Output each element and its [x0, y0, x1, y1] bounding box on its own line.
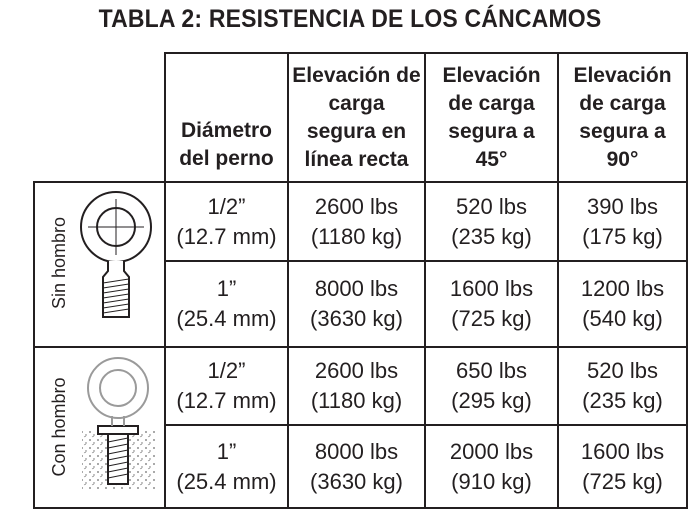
deg90-lbs: 390 lbs [587, 193, 658, 219]
deg90-kg: (725 kg) [582, 468, 663, 494]
table-cell-45 [426, 426, 557, 507]
table-right-border [686, 52, 688, 509]
inline-lbs: 8000 lbs [314, 438, 399, 464]
inline-kg: (1180 kg) [310, 223, 403, 249]
table-cell-diameter [166, 426, 287, 507]
header-90 [559, 54, 686, 181]
diameter-mm: (25.4 mm) [176, 468, 277, 494]
deg90-kg: (235 kg) [582, 388, 663, 413]
table-bottom-border [33, 507, 688, 509]
header-diameter-label: Diámetro del perno [179, 119, 274, 170]
header-inline [289, 54, 424, 181]
deg45-kg: (725 kg) [451, 306, 532, 331]
diameter-mm: (25.4 mm) [176, 306, 277, 331]
deg45-kg: (910 kg) [451, 468, 532, 494]
inline-lbs: 2600 lbs [314, 358, 399, 383]
inline-lbs: 2600 lbs [314, 193, 399, 219]
header-45-label: Elevación de carga segura a 45° [442, 63, 541, 171]
diameter-mm: (12.7 mm) [176, 223, 277, 249]
table-cell-90 [559, 426, 686, 507]
deg90-kg: (540 kg) [582, 306, 663, 331]
table-cell-diameter [166, 348, 287, 424]
diameter-in: 1/2” [207, 193, 246, 219]
header-45 [426, 54, 557, 181]
table-left-border [33, 181, 35, 509]
table-cell-90 [559, 348, 686, 424]
table-cell-45 [426, 348, 557, 424]
diameter-mm: (12.7 mm) [176, 388, 277, 413]
deg90-lbs: 520 lbs [587, 358, 658, 383]
table-title: TABLA 2: RESISTENCIA DE LOS CÁNCAMOS [98, 5, 602, 33]
deg45-lbs: 650 lbs [456, 358, 527, 383]
table-cell-inline [289, 183, 424, 260]
diameter-in: 1” [216, 438, 237, 464]
table-cell-90 [559, 183, 686, 260]
inline-kg: (3630 kg) [310, 306, 403, 331]
header-diameter [166, 54, 287, 181]
deg45-kg: (295 kg) [451, 388, 532, 413]
inline-lbs: 8000 lbs [314, 276, 399, 301]
diameter-in: 1” [216, 276, 237, 301]
header-inline-label: Elevación de carga segura en línea recta [292, 63, 421, 171]
table-cell-inline [289, 426, 424, 507]
deg45-kg: (235 kg) [451, 223, 532, 249]
deg90-lbs: 1600 lbs [580, 438, 665, 464]
header-90-label: Elevación de carga segura a 90° [573, 63, 672, 171]
table-cell-90 [559, 262, 686, 346]
deg45-lbs: 520 lbs [456, 193, 527, 219]
deg90-kg: (175 kg) [582, 223, 663, 249]
table-cell-diameter [166, 262, 287, 346]
deg90-lbs: 1200 lbs [580, 276, 665, 301]
inline-kg: (1180 kg) [310, 388, 403, 413]
table-cell-inline [289, 262, 424, 346]
table-cell-diameter [166, 183, 287, 260]
group-label-with-shoulder: Con hombro [49, 377, 69, 477]
deg45-lbs: 1600 lbs [449, 276, 534, 301]
eyebolt-without-shoulder-icon [76, 187, 156, 327]
deg45-lbs: 2000 lbs [449, 438, 534, 464]
eyebolt-with-shoulder-icon [80, 350, 160, 500]
table-cell-45 [426, 262, 557, 346]
diameter-in: 1/2” [207, 358, 246, 383]
table-cell-45 [426, 183, 557, 260]
group-label-without-shoulder: Sin hombro [49, 216, 69, 310]
table-cell-inline [289, 348, 424, 424]
inline-kg: (3630 kg) [310, 468, 403, 494]
